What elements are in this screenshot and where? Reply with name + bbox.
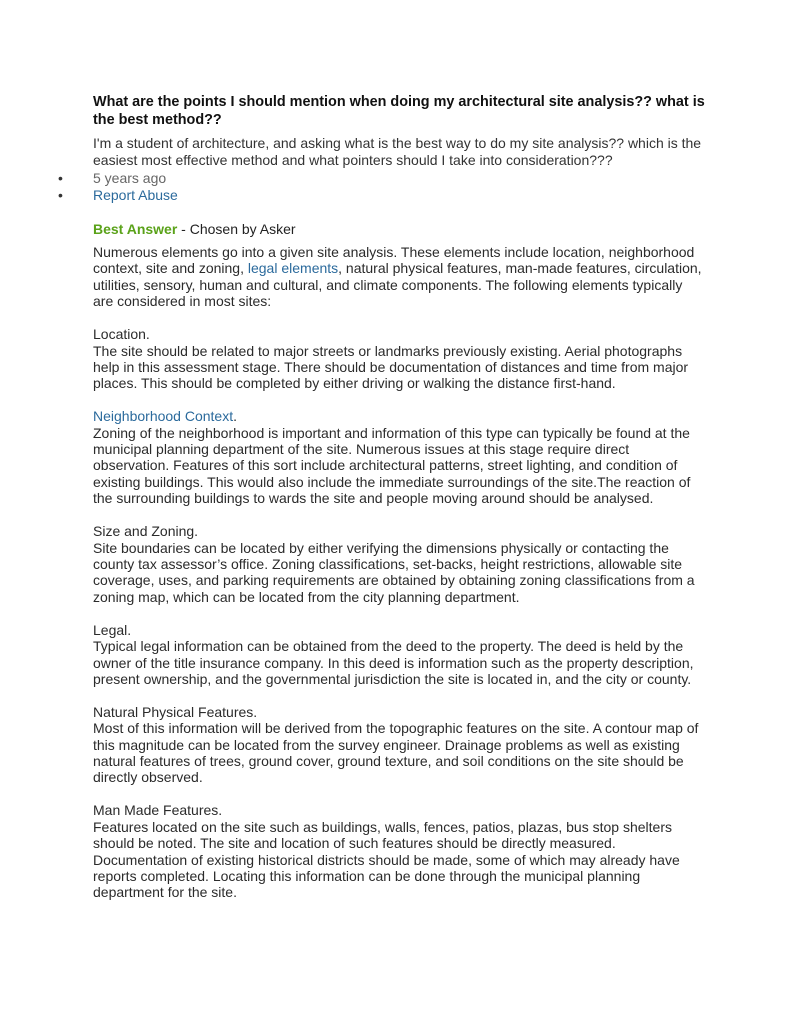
neighborhood-context-link[interactable]: Neighborhood Context: [93, 408, 234, 425]
question-title: What are the points I should mention when doing my architectural site analysis?? what is the best method??: [93, 94, 705, 128]
best-answer-label: Best Answer: [93, 221, 178, 237]
section-natural-features: [93, 704, 705, 786]
answer-intro-text: Numerous elements go into a given site analysis. These elements include location, neighborhood context, site and zoning,: [93, 244, 695, 277]
section-legal: [93, 622, 705, 688]
section-heading-period: .: [233, 408, 237, 425]
answer-intro-text-cont: , natural physical features, man-made features, circulation, utilities, sensory, human and cultural, and climate components. The following elements typically are considered in most sites:: [93, 260, 702, 310]
section-heading: Man Made Features.: [93, 802, 223, 819]
section-text: Most of this information will be derived from the topographic features on the site. A contour map of this magnitude can be located from the survey engineer. Drainage problems as well as existing natural features of trees, ground cover, ground texture, and soil conditions on the site should be directly observed.: [93, 720, 699, 786]
section-text: Zoning of the neighborhood is important and information of this type can typically be found at the municipal planning department of the site. Numerous issues at this stage require direct observation. Features of this sort include architectural patterns, street lighting, and condition of existing buildings. This would also include the immediate surroundings of the site.The reaction of the surrounding buildings to wards the site and people moving around should be analysed.: [93, 424, 691, 507]
report-abuse-link[interactable]: Report Abuse: [93, 187, 178, 203]
best-answer-header: [93, 221, 705, 238]
question-age: 5 years ago: [93, 170, 167, 186]
bullet-icon: •: [58, 187, 63, 203]
bullet-icon: •: [58, 170, 63, 186]
section-text: Site boundaries can be located by either verifying the dimensions physically or contacting the county tax assessor’s office. Zoning classifications, set-backs, height restrictions, allowable site coverage, uses, and parking requirements are obtained by obtaining zoning classifications from a zoning map, which can be located from the city planning department.: [93, 539, 695, 605]
chosen-by-asker: - Chosen by Asker: [177, 221, 296, 237]
section-heading: Location.: [93, 326, 150, 343]
qa-page: [58, 93, 705, 917]
section-size-zoning: [93, 523, 705, 605]
question-meta-list: [58, 170, 705, 204]
section-heading: Legal.: [93, 621, 132, 638]
question-body: I'm a student of architecture, and asking what is the best way to do my site analysis?? which is the easiest most effective method and what pointers should I take into consideration???: [93, 135, 702, 168]
section-location: [93, 326, 705, 392]
meta-time-item: [58, 170, 705, 187]
section-heading: Natural Physical Features.: [93, 703, 258, 720]
section-text: Features located on the site such as buildings, walls, fences, patios, plazas, bus stop shelters should be noted. The site and location of such features should be directly measured. Documentation of existing historical districts should be made, some of which may already have reports completed. Locating this information can be done through the municipal planning department for the site.: [93, 818, 680, 901]
answer-intro: [93, 244, 705, 310]
answer-body: [93, 244, 705, 901]
section-neighborhood: [93, 408, 705, 506]
section-man-made-features: [93, 802, 705, 900]
section-heading: Size and Zoning.: [93, 523, 199, 540]
meta-report-item: [58, 187, 705, 204]
section-text: The site should be related to major streets or landmarks previously existing. Aerial photographs help in this assessment stage. There should be documentation of distances and time from major places. This should be completed by either driving or walking the distance first-hand.: [93, 342, 689, 392]
legal-elements-link[interactable]: legal elements: [247, 260, 339, 277]
section-text: Typical legal information can be obtained from the deed to the property. The deed is held by the owner of the title insurance company. In this deed is information such as the property description, present ownership, and the governmental jurisdiction the site is located in, and the city or county.: [93, 638, 694, 687]
